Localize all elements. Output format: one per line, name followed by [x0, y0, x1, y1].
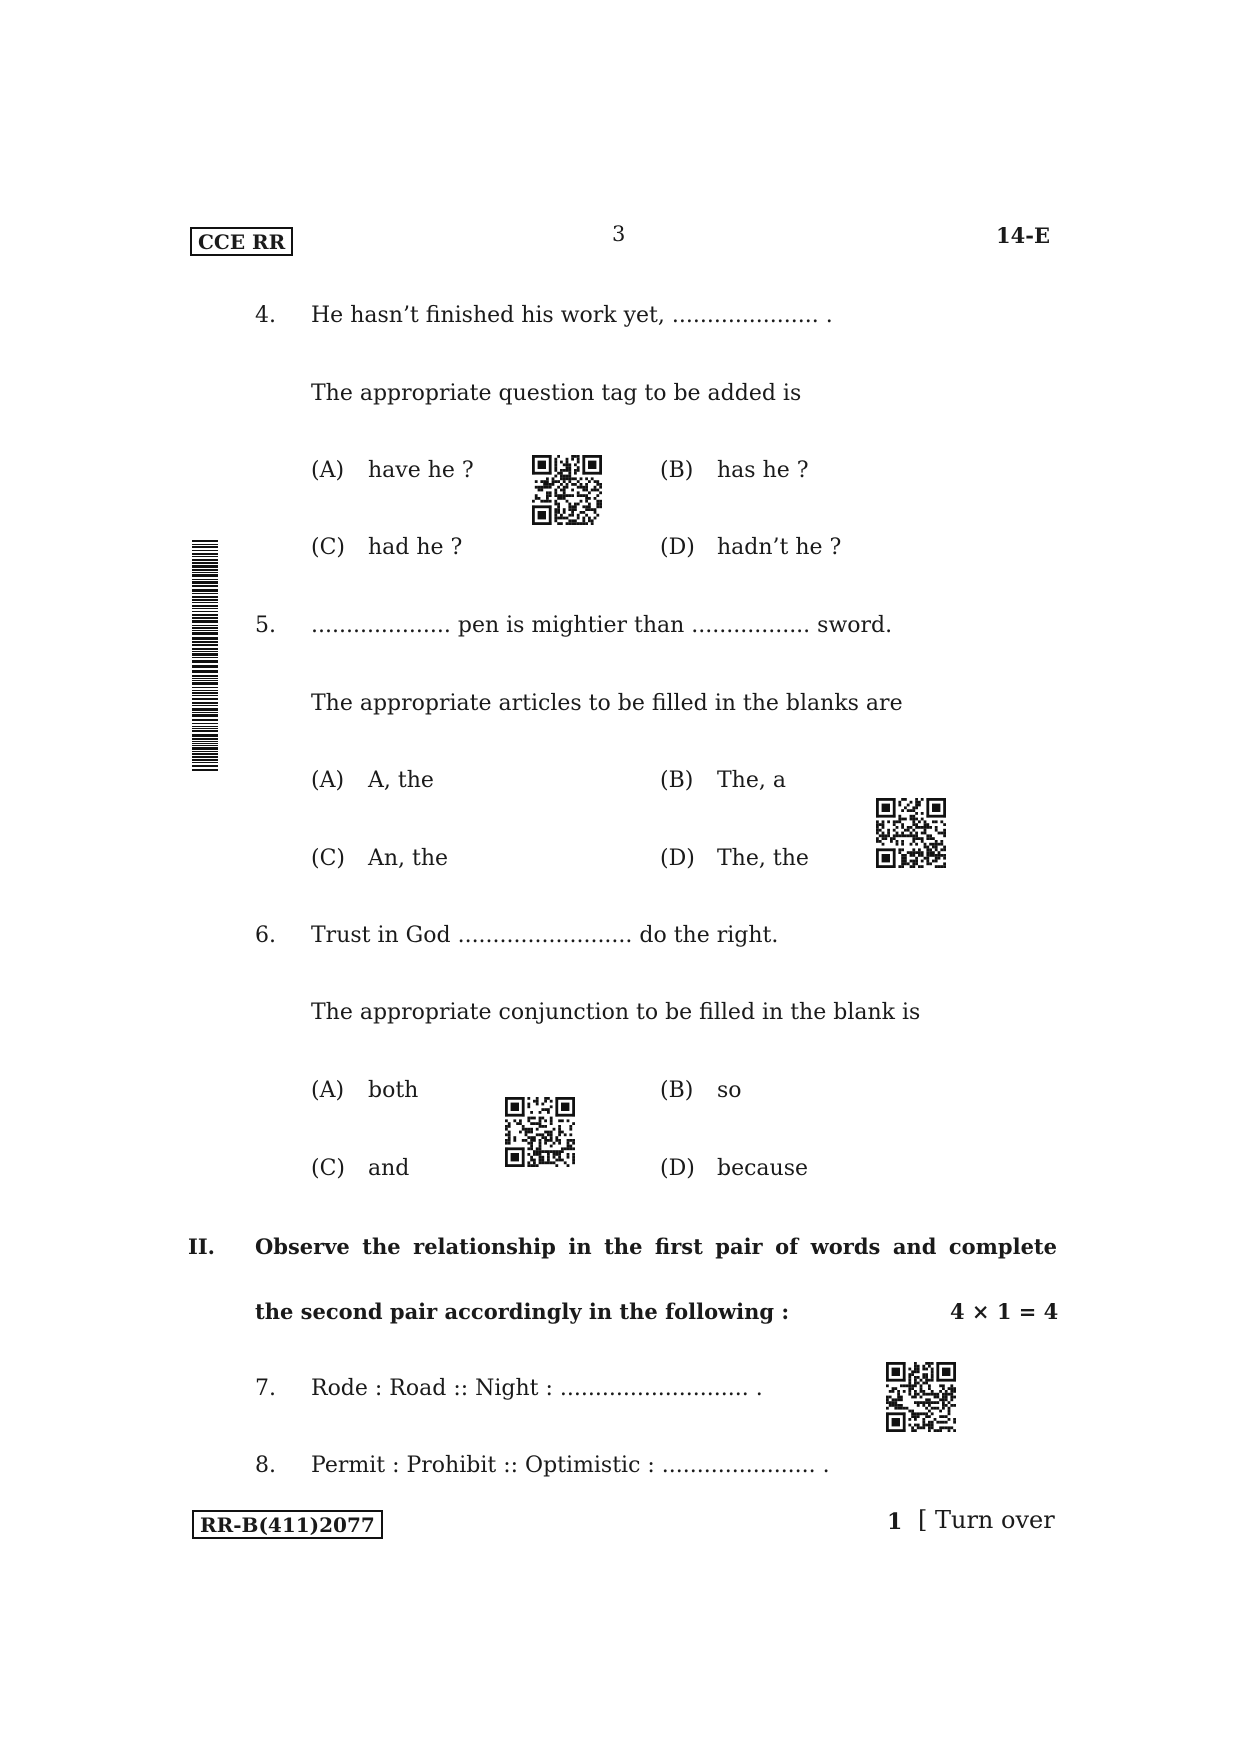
section-marks: 4 × 1 = 4	[950, 1299, 1059, 1324]
qr-code-image	[876, 798, 946, 868]
option-text: has he ?	[717, 458, 809, 483]
section-numeral: II.	[188, 1234, 215, 1259]
qr-code-image	[886, 1362, 956, 1432]
option-text: hadn’t he ?	[717, 535, 842, 560]
qr-code-image	[505, 1097, 575, 1167]
question-6-option-a	[311, 1080, 418, 1102]
option-text: had he ?	[368, 535, 463, 560]
option-label: (B)	[660, 1078, 694, 1103]
option-text: so	[717, 1078, 742, 1103]
question-5-stem: .................... pen is mightier than ................. sword.	[311, 613, 893, 638]
booklet-code-box: RR-B(411)2077	[192, 1510, 383, 1539]
option-label: (D)	[660, 846, 695, 871]
option-label: (C)	[311, 535, 345, 560]
question-4-option-d	[660, 537, 841, 559]
section-instruction-line-1: Observe the relationship in the first pair of words and complete	[255, 1234, 1057, 1259]
question-4-option-c	[311, 537, 462, 559]
question-7-text: Rode : Road :: Night : ........................... .	[311, 1376, 763, 1401]
option-text: and	[368, 1156, 410, 1181]
question-6-number: 6.	[255, 923, 276, 948]
question-7-number: 7.	[255, 1376, 276, 1401]
question-8-number: 8.	[255, 1453, 276, 1478]
option-label: (A)	[311, 1078, 345, 1103]
question-6-option-c	[311, 1158, 409, 1180]
question-4-number: 4.	[255, 303, 276, 328]
question-6-option-d	[660, 1158, 808, 1180]
question-4-instruction: The appropriate question tag to be added is	[311, 381, 802, 406]
question-5-instruction: The appropriate articles to be filled in the blanks are	[311, 691, 903, 716]
section-instruction-line-2: the second pair accordingly in the following :	[255, 1299, 790, 1324]
option-label: (A)	[311, 768, 345, 793]
page-count: 1	[887, 1509, 903, 1535]
question-4-option-b	[660, 460, 809, 482]
question-6-stem: Trust in God ......................... do the right.	[311, 923, 779, 948]
option-text: An, the	[368, 846, 449, 871]
question-5-option-c	[311, 848, 448, 870]
subject-code-box: CCE RR	[190, 227, 293, 256]
turn-over-label: [ Turn over	[918, 1506, 1055, 1534]
option-label: (A)	[311, 458, 345, 483]
option-text: The, a	[717, 768, 786, 793]
option-text: because	[717, 1156, 809, 1181]
question-5-option-d	[660, 848, 809, 870]
qr-code-image	[532, 455, 602, 525]
option-text: both	[368, 1078, 419, 1103]
option-label: (D)	[660, 1156, 695, 1181]
option-text: The, the	[717, 846, 809, 871]
option-label: (C)	[311, 1156, 345, 1181]
question-6-option-b	[660, 1080, 742, 1102]
page-number: 3	[612, 222, 626, 246]
option-text: have he ?	[368, 458, 474, 483]
option-label: (B)	[660, 458, 694, 483]
option-label: (B)	[660, 768, 694, 793]
question-6-instruction: The appropriate conjunction to be filled in the blank is	[311, 1000, 921, 1025]
question-5-option-a	[311, 770, 434, 792]
barcode-image	[192, 540, 218, 772]
question-5-option-b	[660, 770, 786, 792]
question-8-text: Permit : Prohibit :: Optimistic : ...................... .	[311, 1453, 830, 1478]
question-4-option-a	[311, 460, 474, 482]
option-label: (C)	[311, 846, 345, 871]
paper-code: 14-E	[996, 223, 1050, 248]
question-5-number: 5.	[255, 613, 276, 638]
option-text: A, the	[368, 768, 434, 793]
question-4-stem: He hasn’t finished his work yet, ..................... .	[311, 303, 833, 328]
option-label: (D)	[660, 535, 695, 560]
